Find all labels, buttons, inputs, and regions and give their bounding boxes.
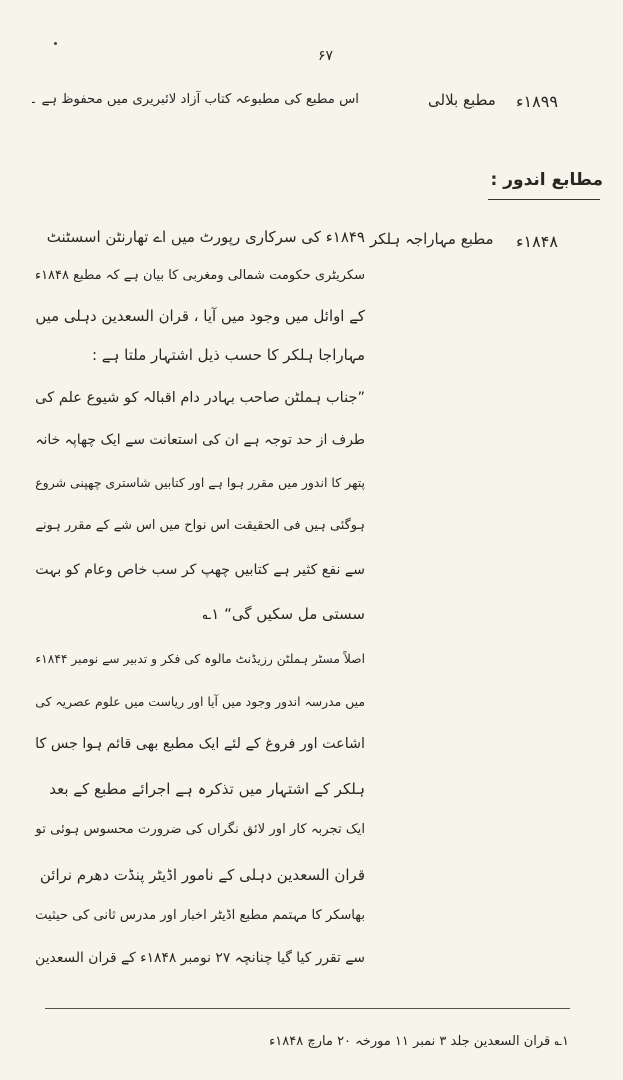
entry-2-press-name: مطبع مہاراجہ ہلکر xyxy=(370,230,494,248)
heading-underline xyxy=(488,199,600,200)
body-line: سے نفع کثیر ہے کتابیں چھپ کر سب خاص وعام کو بہت xyxy=(35,562,365,578)
entry-2-year: ۱۸۴۸ء xyxy=(516,232,558,251)
body-line: ہلکر کے اشتہار میں تذکرہ ہے اجرائے مطبع کے بعد xyxy=(49,780,365,798)
body-line: قران السعدین دہلی کے نامور اڈیٹر پنڈت دھرم نرائن xyxy=(39,866,365,884)
body-line: ایک تجربہ کار اور لائق نگراں کی ضرورت محسوس ہوئی تو xyxy=(35,822,365,837)
body-line: اشاعت اور فروغ کے لئے ایک مطبع بھی قائم ہوا جس کا xyxy=(35,736,365,752)
body-line: کے اوائل میں وجود میں آیا ، قران السعدین دہلی میں xyxy=(35,307,365,325)
body-line: سکریٹری حکومت شمالی ومغربی کا بیان ہے کہ مطبع ۱۸۴۸ء xyxy=(34,268,365,283)
body-line: میں مدرسہ اندور وجود میں آیا اور ریاست میں علوم عصریہ کی xyxy=(35,694,365,709)
ink-dot xyxy=(54,42,57,45)
page-number: ۶۷ xyxy=(318,48,334,64)
entry-1-description: اس مطبع کی مطبوعہ کتاب آزاد لائبریری میں محفوظ ہے ۔ xyxy=(29,92,359,107)
footnote: ۱؎ قران السعدین جلد ۳ نمبر ۱۱ مورخہ ۲۰ مارچ ۱۸۴۸ء xyxy=(269,1034,569,1049)
body-line: طرف از حد توجہ ہے ان کی استعانت سے ایک چھاپہ خانہ xyxy=(35,432,365,448)
body-line: سستی مل سکیں گی“ ۱؎ xyxy=(202,605,365,623)
body-line: پتھر کا اندور میں مقرر ہوا ہے اور کتابیں شاستری چھپنی شروع xyxy=(35,475,365,490)
body-line: اصلاً مسٹر ہملٹن رزیڈنٹ مالوہ کی فکر و تدبیر سے نومبر ۱۸۴۴ء xyxy=(35,652,365,666)
footnote-divider xyxy=(45,1008,570,1009)
body-line: ہوگئی ہیں فی الحقیقت اس نواح میں اس شے کے مقرر ہونے xyxy=(35,518,365,533)
entry-1-press-name: مطبع بلالی xyxy=(428,91,496,109)
body-line: بھاسکر کا مہتمم مطبع اڈیٹر اخبار اور مدرس ثانی کی حیثیت xyxy=(35,908,365,923)
entry-1-year: ۱۸۹۹ء xyxy=(516,92,558,111)
body-line: ۱۸۴۹ء کی سرکاری رپورٹ میں اے تھارنٹن اسسٹنٹ xyxy=(46,228,365,246)
body-line: ”جناب ہملٹن صاحب بہادر دام اقبالہ کو شیوع علم کی xyxy=(35,390,365,406)
body-line: سے تقرر کیا گیا چنانچہ ۲۷ نومبر ۱۸۴۸ء کے قران السعدین xyxy=(35,950,365,966)
section-heading: مطابع اندور : xyxy=(490,170,603,190)
body-line: مہاراجا ہلکر کا حسب ذیل اشتہار ملتا ہے : xyxy=(91,346,365,364)
